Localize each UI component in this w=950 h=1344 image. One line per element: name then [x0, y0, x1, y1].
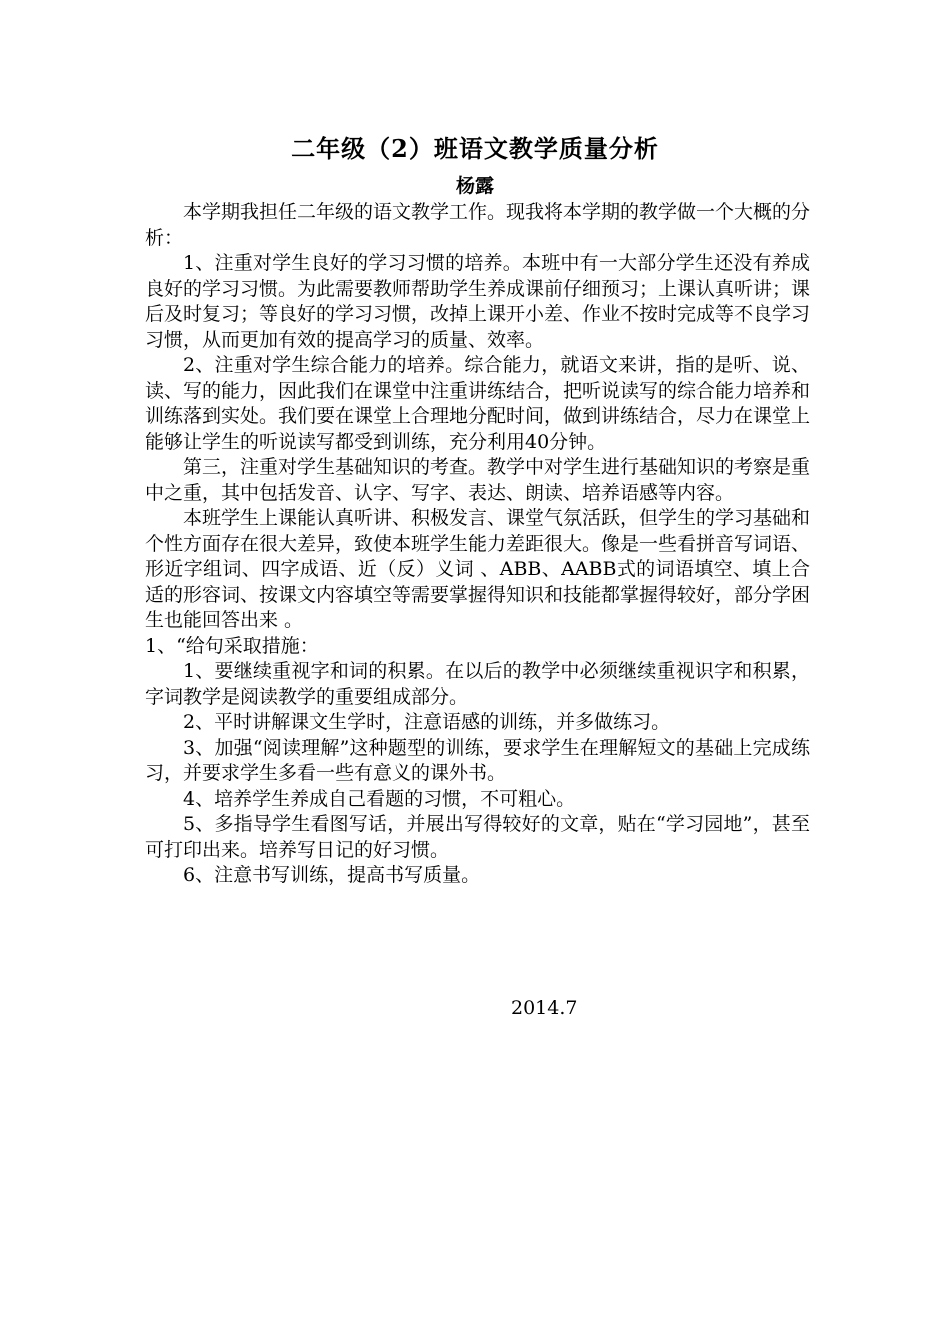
- paragraph-intro: 本学期我担任二年级的语文教学工作。现我将本学期的教学做一个大概的分析：: [145, 201, 811, 249]
- paragraph-class-status: 本班学生上课能认真听讲、积极发言、课堂气氛活跃，但学生的学习基础和个性方面存在很大差异，致使本班学生能力差距很大。像是一些看拼音写词语、形近字组词、四字成语、近（反）义词 、ABB、AABB式的词语填空、填上合适的形容词、按课文内容填空等需要掌握得知识和技能都掌握得较好，部分学困生也能回答出来 。: [145, 507, 811, 631]
- paragraph-measure-1: 1、要继续重视字和词的积累。在以后的教学中必须继续重视识字和积累，字词教学是阅读教学的重要组成部分。: [145, 660, 810, 708]
- document-date: 2014.7: [511, 997, 578, 1019]
- paragraph-abilities: 2、注重对学生综合能力的培养。综合能力，就语文来讲，指的是听、说、读、写的能力，因此我们在课堂中注重讲练结合，把听说读写的综合能力培养和训练落到实处。我们要在课堂上合理地分配时间，做到讲练结合，尽力在课堂上能够让学生的听说读写都受到训练，充分利用40分钟。: [145, 354, 811, 453]
- paragraph-measures-heading: 1、“给句采取措施：: [145, 634, 319, 657]
- paragraph-measure-3: 3、加强“阅读理解”这种题型的训练，要求学生在理解短文的基础上完成练习，并要求学生多看一些有意义的课外书。: [145, 736, 810, 784]
- paragraph-measure-6: 6、注意书写训练，提高书写质量。: [183, 864, 481, 886]
- paragraph-measure-2: 2、平时讲解课文生学时，注意语感的训练，并多做练习。: [183, 711, 671, 733]
- document-body: [145, 200, 810, 889]
- paragraph-habits: 1、注重对学生良好的学习习惯的培养。本班中有一大部分学生还没有养成良好的学习习惯。为此需要教师帮助学生养成课前仔细预习；上课认真听讲；课后及时复习；等良好的学习习惯，改掉上课开小差、作业不按时完成等不良学习习惯，从而更加有效的提高学习的质量、效率。: [145, 252, 811, 351]
- paragraph-measure-5: 5、多指导学生看图写话，并展出写得较好的文章，贴在“学习园地”，甚至可打印出来。培养写日记的好习惯。: [145, 813, 810, 861]
- paragraph-basics: 第三，注重对学生基础知识的考查。教学中对学生进行基础知识的考察是重中之重，其中包括发音、认字、写字、表达、朗读、培养语感等内容。: [145, 456, 811, 504]
- author-name: 杨露: [455, 175, 494, 197]
- document-title: 二年级（2）班语文教学质量分析: [291, 134, 659, 163]
- paragraph-measure-4: 4、培养学生养成自己看题的习惯，不可粗心。: [183, 787, 576, 810]
